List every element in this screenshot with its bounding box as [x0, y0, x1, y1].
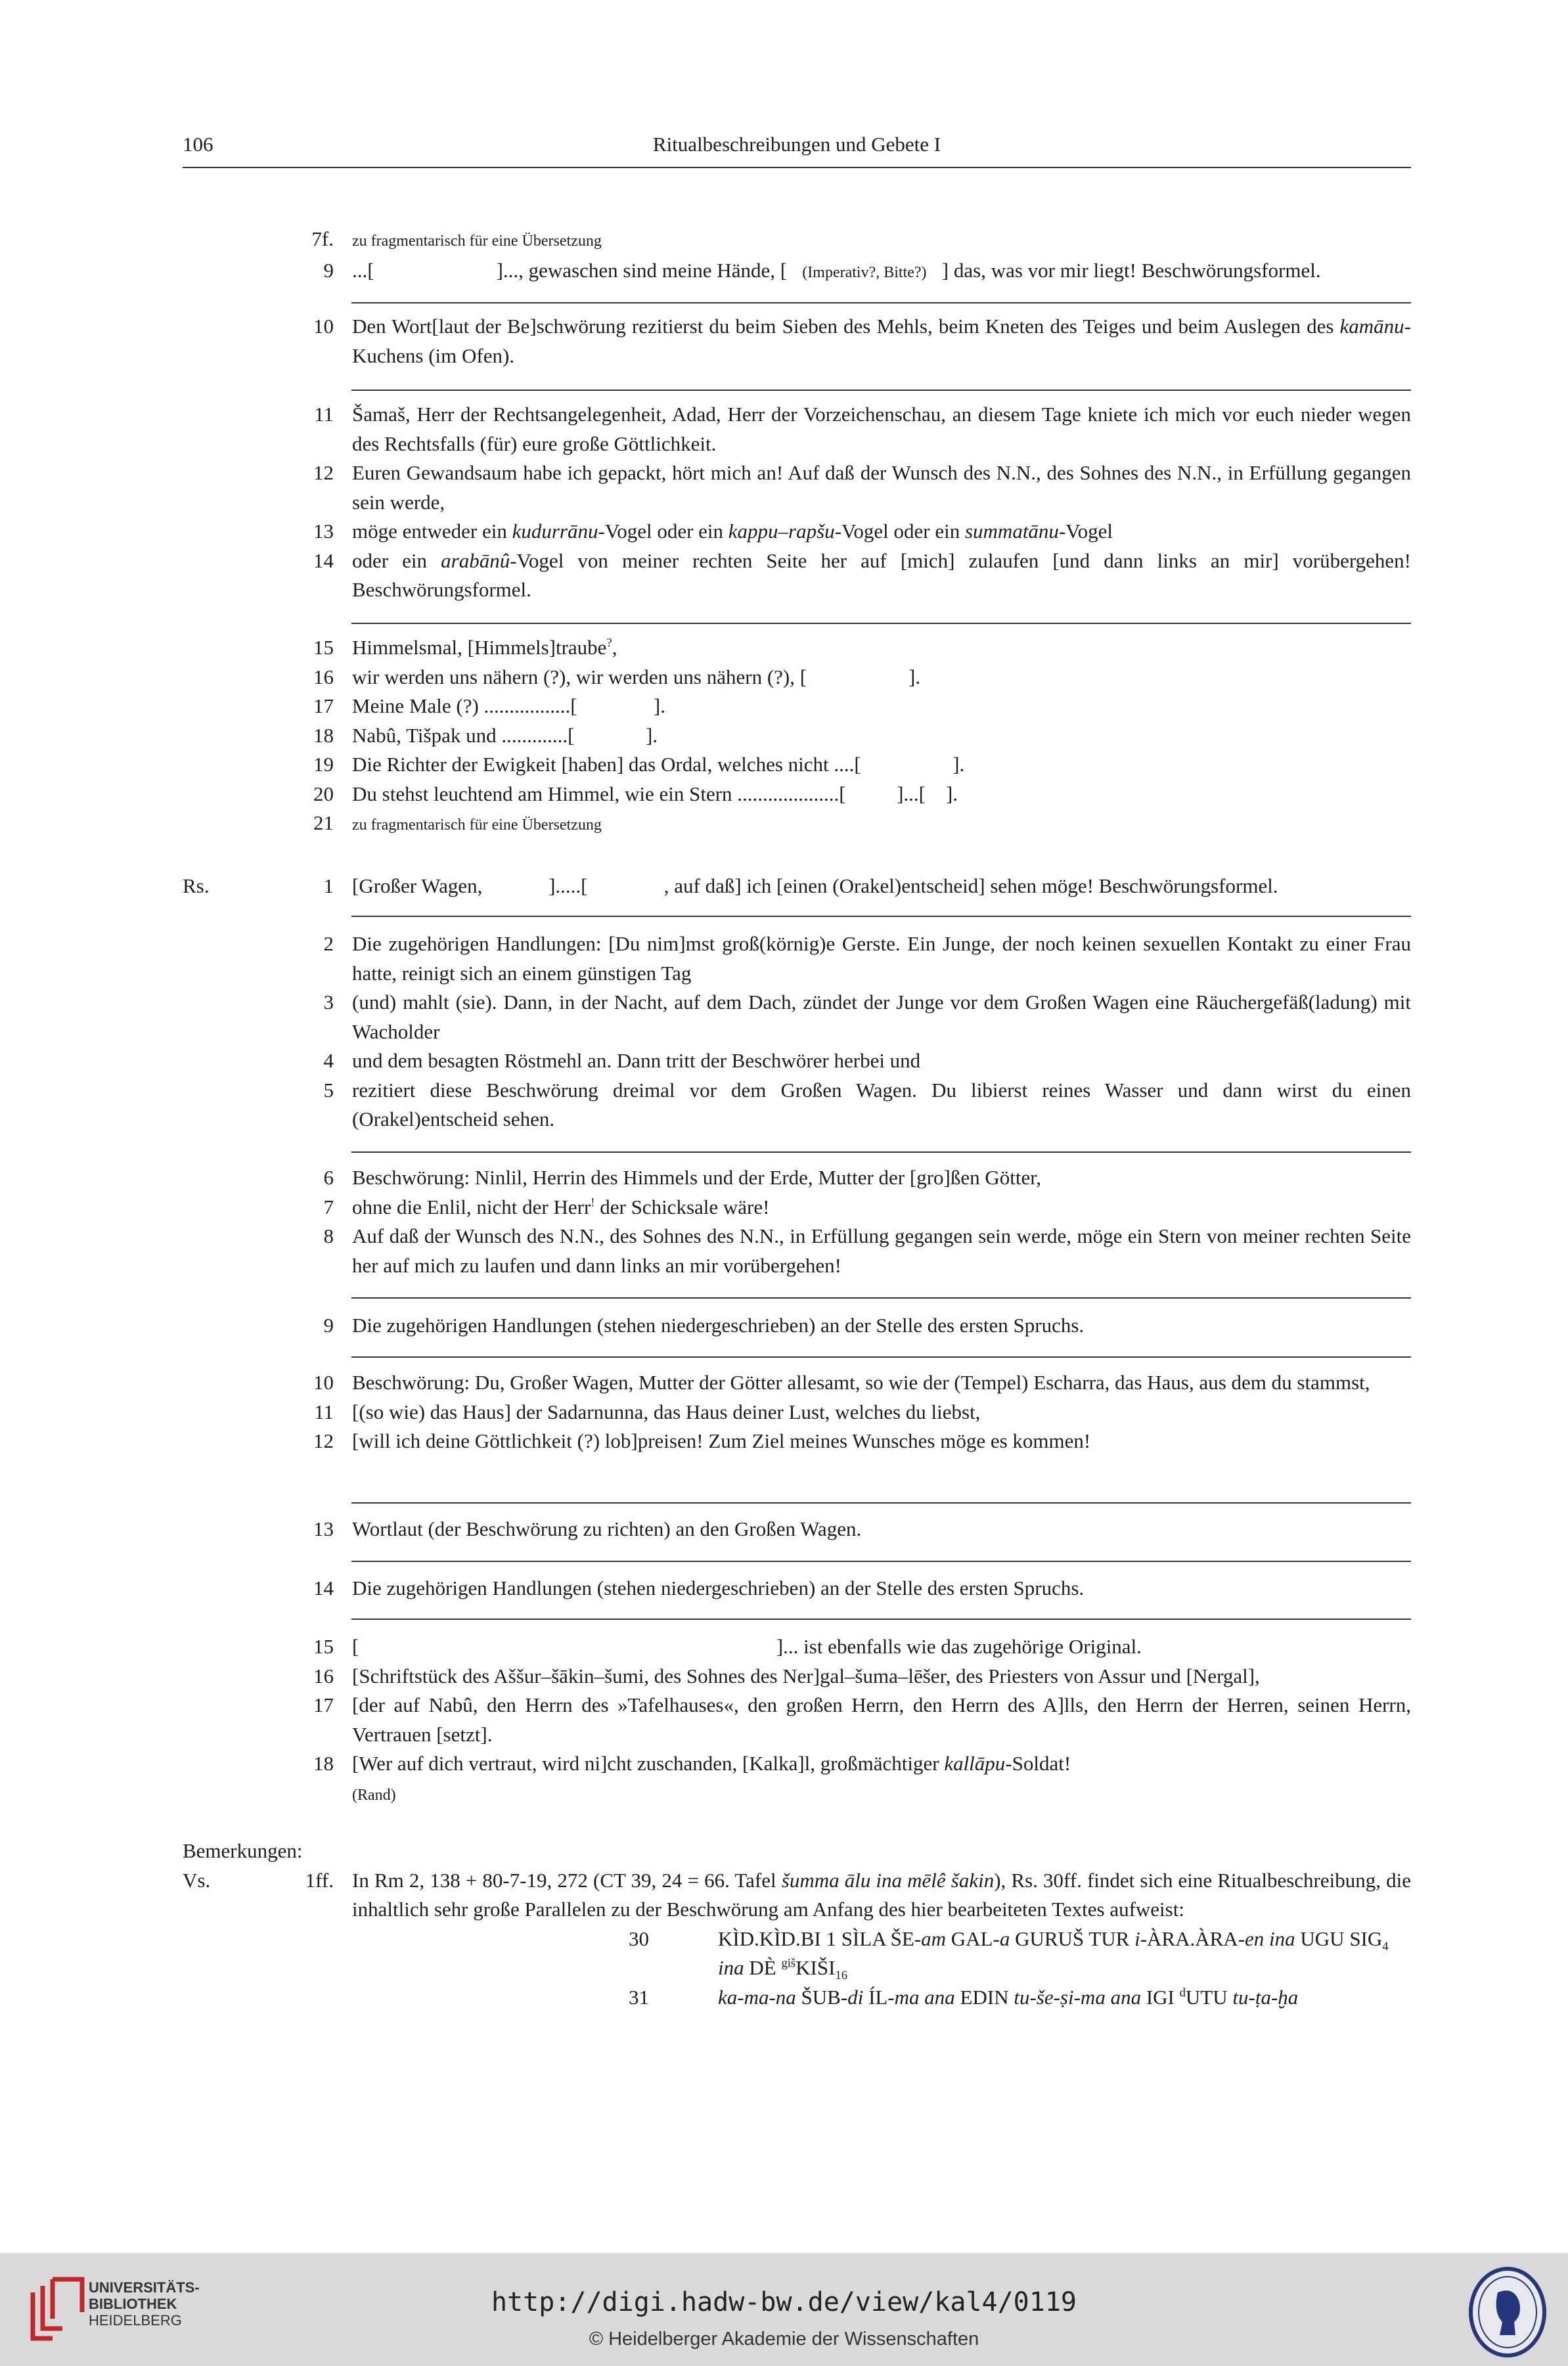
text-line: [183, 1749, 1411, 1779]
transliteration: [183, 1925, 1411, 2013]
line-number: 16: [313, 1664, 334, 1687]
line-number: 11: [314, 1400, 334, 1423]
line-number: 19: [313, 753, 334, 776]
reverse-line-9: [183, 1311, 1411, 1341]
line-text: [will ich deine Göttlichkeit (?) lob]preisen! Zum Ziel meines Wunsches möge es kommen!: [352, 1429, 1091, 1452]
text-line: [183, 692, 1411, 721]
line-text: (und) mahlt (sie). Dann, in der Nacht, auf dem Dach, zündet der Junge vor dem Großen Wagen eine Räuchergefäß(ladung) mit Wacholder: [352, 991, 1411, 1043]
text-line: [183, 1163, 1411, 1193]
section-rule: [351, 1502, 1411, 1504]
line-text: Die Richter der Ewigkeit [haben] das Ordal, welches nicht ....[ ].: [352, 753, 965, 776]
section-rule: [351, 623, 1411, 624]
obverse-lines-11-14: [183, 400, 1411, 605]
line-text: Nabû, Tišpak und .............[ ].: [352, 723, 658, 747]
line-text: Du stehst leuchtend am Himmel, wie ein Stern ....................[ ]...[ ].: [352, 782, 958, 805]
running-header: [183, 133, 1411, 168]
line-number: 17: [313, 1693, 334, 1716]
line-text: Den Wort[laut der Be]schwörung rezitierst du beim Sieben des Mehls, beim Kneten des Teiges und beim Auslegen des kamānu-Kuchens (im Ofen).: [352, 315, 1411, 367]
text-line: [183, 1398, 1411, 1427]
line-number: 10: [313, 315, 334, 338]
text-line: [183, 547, 1411, 605]
line-text: rezitiert diese Beschwörung dreimal vor dem Großen Wagen. Du libierst reines Wasser und dann wirst du einen (Orakel)entscheid sehen.: [352, 1078, 1411, 1130]
line-number: 4: [323, 1049, 334, 1072]
section-rule: [351, 1618, 1411, 1620]
line-text: Beschwörung: Ninlil, Herrin des Himmels und der Erde, Mutter der [gro]ßen Götter,: [352, 1166, 1042, 1189]
line-number: 8: [323, 1224, 334, 1247]
reverse-lines-15-18: [183, 1632, 1411, 1810]
text-line: [183, 750, 1411, 780]
obverse-line-10: [183, 312, 1411, 370]
text-line: [183, 400, 1411, 458]
line-number: 13: [313, 1517, 334, 1540]
line-text: [Wer auf dich vertraut, wird ni]cht zuschanden, [Kalka]l, großmächtiger kallāpu-Soldat!: [352, 1752, 1071, 1775]
line-number: 20: [313, 782, 334, 805]
text-line: [183, 1311, 1411, 1341]
section-rule: [351, 1561, 1411, 1562]
line-number: 14: [313, 548, 334, 572]
reverse-line-14: [183, 1574, 1411, 1603]
text-line: [183, 1368, 1411, 1398]
academy-seal-icon: [1468, 2266, 1547, 2358]
text-line: [183, 1427, 1411, 1456]
line-text: [Großer Wagen, ].....[ , auf daß] ich [einen (Orakel)entscheid] sehen möge! Beschwörungsformel.: [352, 874, 1278, 897]
text-line: [183, 780, 1411, 809]
line-number: 18: [313, 1752, 334, 1775]
line-text: [Schriftstück des Aššur–šākin–šumi, des Sohnes des Ner]gal–šuma–lēšer, des Priesters von Assur und [Nergal],: [352, 1664, 1260, 1687]
line-number: 21: [313, 811, 334, 834]
line-number: 3: [323, 991, 334, 1014]
line-text: Meine Male (?) .................[ ].: [352, 694, 665, 717]
text-line: [183, 1222, 1411, 1280]
line-number: 9: [323, 258, 334, 282]
line-text: oder ein arabānû-Vogel von meiner rechten Seite her auf [mich] zulaufen [und dann links an mir] vorübergehen! Beschwörungsformel.: [352, 548, 1411, 601]
transliteration-line-number: 30: [629, 1927, 649, 1950]
line-text: Himmelsmal, [Himmels]traube?,: [352, 636, 617, 659]
line-number: 11: [314, 403, 334, 426]
remarks-side: Vs.: [183, 1868, 211, 1892]
line-text: ohne die Enlil, nicht der Herr! der Schicksale wäre!: [352, 1195, 770, 1218]
footer-bar: [0, 2253, 1568, 2366]
transliteration-text: KÌD.KÌD.BI 1 SÌLA ŠE-am GAL-a GURUŠ TUR i-ÀRA.ÀRA-en ina UGU $SIG_4$ ina DÈ $^{giš}KIŠI_{16}$: [718, 1927, 1389, 1983]
line-number: 12: [313, 1429, 334, 1452]
line-text: Auf daß der Wunsch des N.N., des Sohnes des N.N., in Erfüllung gegangen sein werde, möge ein Stern von meiner rechten Seite her auf mich zu laufen und dann links an mir vorübergehen!: [352, 1224, 1411, 1277]
line-text: [ ]... ist ebenfalls wie das zugehörige Original.: [352, 1635, 1142, 1658]
line-text: Die zugehörigen Handlungen (stehen niedergeschrieben) an der Stelle des ersten Spruchs.: [352, 1576, 1085, 1599]
text-line: [183, 1574, 1411, 1603]
section-rule: [351, 302, 1411, 303]
reverse-lines-10-12: [183, 1368, 1411, 1456]
text-line: [183, 1193, 1411, 1222]
line-text: ...[ ]..., gewaschen sind meine Hände, [ (Imperativ?, Bitte?) ] das, was vor mir liegt! Beschwörungsformel.: [352, 258, 1321, 282]
page-number: 106: [183, 133, 213, 156]
transliteration-line-number: 31: [629, 1985, 649, 2009]
obverse-lines-15-21: [183, 633, 1411, 840]
text-line: [183, 809, 1411, 840]
text-line: [183, 633, 1411, 663]
text-line: [183, 872, 1411, 901]
text-line: [183, 256, 1411, 288]
line-number: 7: [323, 1195, 334, 1218]
line-number: 15: [313, 1635, 334, 1658]
text-line: [183, 458, 1411, 517]
line-text: (Rand): [352, 1786, 396, 1804]
line-number: 17: [313, 694, 334, 717]
section-rule: [351, 1356, 1411, 1358]
line-text: Die zugehörigen Handlungen: [Du nim]mst groß(körnig)e Gerste. Ein Junge, der noch keinen sexuellen Kontakt zu einer Frau hatte, reinigt sich an einem günstigen Tag: [352, 932, 1411, 985]
section-rule: [351, 390, 1411, 391]
line-text: Euren Gewandsaum habe ich gepackt, hört mich an! Auf daß der Wunsch des N.N., des Sohnes des N.N., in Erfüllung gegangen sein werde,: [352, 461, 1411, 514]
line-number: 5: [323, 1078, 334, 1102]
line-number: 12: [313, 461, 334, 484]
text-line: [183, 517, 1411, 547]
reverse-lines-2-5: [183, 929, 1411, 1134]
text-line: [183, 988, 1411, 1046]
line-text: und dem besagten Röstmehl an. Dann tritt der Beschwörer herbei und: [352, 1049, 921, 1072]
line-text: [(so wie) das Haus] der Sadarnunna, das Haus deiner Lust, welches du liebst,: [352, 1400, 981, 1423]
copyright-notice: © Heidelberger Akademie der Wissenschaften: [589, 2329, 979, 2350]
section-rule: [351, 1151, 1411, 1153]
line-number: 14: [313, 1576, 334, 1599]
text-line: [183, 1632, 1411, 1662]
obverse-lines-7-9: [183, 225, 1411, 287]
text-line: [183, 1779, 1411, 1810]
text-line: [183, 1076, 1411, 1134]
line-text: wir werden uns nähern (?), wir werden uns nähern (?), [ ].: [352, 665, 921, 688]
line-text: zu fragmentarisch für eine Übersetzung: [352, 233, 602, 250]
remarks-entry: [183, 1866, 1411, 1925]
side-label: Rs.: [183, 874, 210, 897]
line-number: 10: [313, 1371, 334, 1394]
section-rule: [351, 1297, 1411, 1299]
remarks-line-ref: 1ff.: [305, 1868, 334, 1892]
text-line: [183, 1662, 1411, 1691]
line-number: 15: [313, 636, 334, 659]
line-text: Beschwörung: Du, Großer Wagen, Mutter der Götter allesamt, so wie der (Tempel) Escharra, das Haus, aus dem du stammst,: [352, 1371, 1370, 1394]
reverse-lines-6-8: [183, 1163, 1411, 1280]
line-number: 16: [313, 665, 334, 688]
transliteration-line: [183, 1983, 1411, 2013]
text-line: [183, 1515, 1411, 1544]
text-line: [183, 225, 1411, 256]
line-number: 18: [313, 723, 334, 747]
text-line: [183, 721, 1411, 751]
line-text: Šamaš, Herr der Rechtsangelegenheit, Adad, Herr der Vorzeichenschau, an diesem Tage kniete ich mich vor euch nieder wegen des Rechtsfalls (für) eure große Göttlichkeit.: [352, 403, 1411, 455]
remarks: [183, 1837, 1411, 2012]
transliteration-text: ka-ma-na ŠUB-di ÍL-ma ana EDIN tu-še-ṣi-ma ana IGI $^d$UTU tu-ṭa-ḫa: [718, 1985, 1299, 2009]
text-line: [183, 929, 1411, 988]
line-number: 13: [313, 520, 334, 543]
library-name-line3: HEIDELBERG: [89, 2312, 182, 2329]
line-number: 6: [323, 1166, 334, 1189]
line-number: 1: [323, 874, 334, 897]
section-rule: [351, 916, 1411, 917]
text-line: [183, 312, 1411, 370]
source-url-link[interactable]: http://digi.hadw-bw.de/view/kal4/0119: [491, 2287, 1077, 2317]
text-line: [183, 1046, 1411, 1076]
reverse-line-13: [183, 1515, 1411, 1544]
library-name-line1: UNIVERSITÄTS-: [89, 2279, 200, 2296]
line-text: [der auf Nabû, den Herrn des »Tafelhauses«, den großen Herrn, den Herrn des A]lls, den Herrn der Herren, seinen Herrn, Vertrauen [setzt].: [352, 1693, 1411, 1746]
remarks-text: In Rm 2, 138 + 80-7-19, 272 (CT 39, 24 = 66. Tafel šumma ālu ina mēlê šakin), Rs. 30ff. findet sich eine Ritualbeschreibung, die inhaltlich sehr große Parallelen zu der Beschwörung am Anfang des hier bearbeiteten Textes aufweist:: [352, 1868, 1411, 1921]
library-name-line2: BIBLIOTHEK: [89, 2296, 177, 2312]
line-number: 2: [323, 932, 334, 955]
line-text: zu fragmentarisch für eine Übersetzung: [352, 816, 602, 834]
remarks-heading: Bemerkungen:: [183, 1839, 303, 1862]
line-number: 9: [323, 1314, 334, 1337]
text-line: [183, 663, 1411, 692]
text-line: [183, 1691, 1411, 1749]
line-text: möge entweder ein kudurrānu-Vogel oder ein kappu–rapšu-Vogel oder ein summatānu-Vogel: [352, 520, 1113, 543]
line-text: Die zugehörigen Handlungen (stehen niedergeschrieben) an der Stelle des ersten Spruchs.: [352, 1314, 1085, 1337]
line-number: 7f.: [311, 227, 334, 250]
reverse-line-1: [183, 872, 1411, 901]
transliteration-line: [183, 1925, 1411, 1983]
line-text: Wortlaut (der Beschwörung zu richten) an den Großen Wagen.: [352, 1517, 862, 1540]
running-title: Ritualbeschreibungen und Gebete I: [652, 133, 941, 156]
